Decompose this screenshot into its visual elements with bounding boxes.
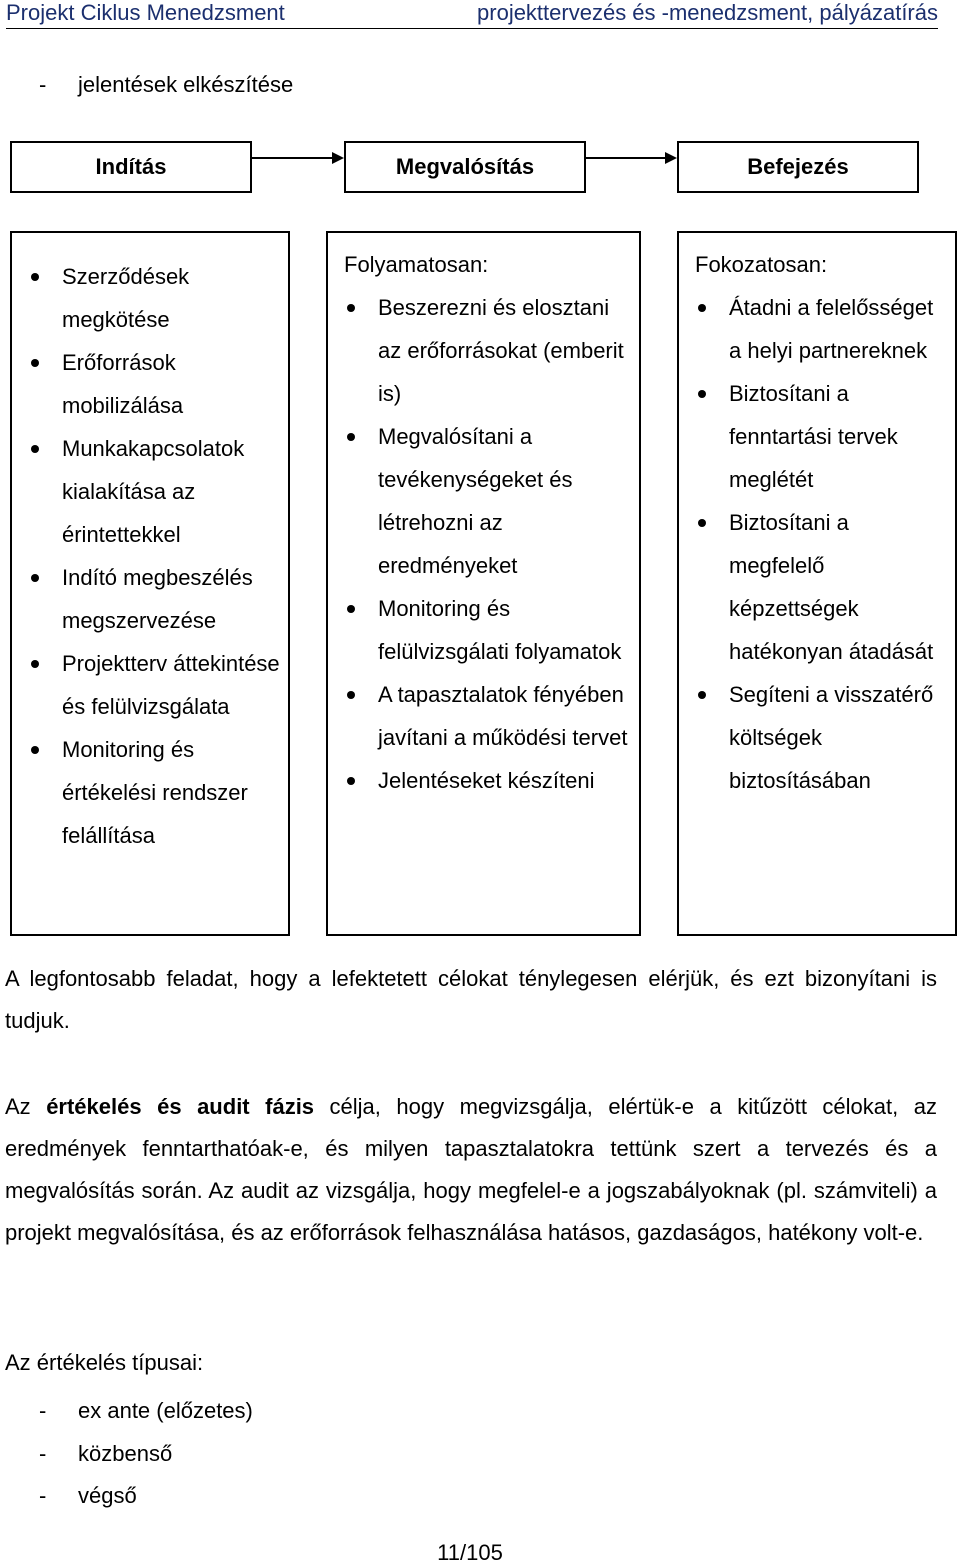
arrow-right-icon bbox=[252, 152, 344, 164]
list-item-text: Projektterv áttekintése és felülvizsgálata bbox=[62, 651, 280, 719]
list-item-text: Indító megbeszélés megszervezése bbox=[62, 565, 253, 633]
phase-arrows bbox=[252, 150, 682, 170]
arrow-right-icon bbox=[586, 152, 677, 164]
list-item bbox=[691, 286, 947, 372]
list-item bbox=[24, 427, 280, 556]
activity-list bbox=[24, 255, 280, 857]
intro-item-text: jelentések elkészítése bbox=[78, 72, 294, 97]
bullet-dot-icon bbox=[698, 519, 706, 527]
list-item bbox=[340, 673, 631, 759]
phase-label: Indítás bbox=[95, 154, 167, 179]
list-item-text: Monitoring és értékelési rendszer felállítása bbox=[62, 737, 248, 848]
bullet-dot-icon bbox=[31, 359, 39, 367]
bullet-dot-icon bbox=[31, 574, 39, 582]
list-item bbox=[24, 556, 280, 642]
paragraph-text: célja, hogy megvizsgálja, elértük-e a kitűzött célokat, az eredmények fenntarthatóak-e, és milyen tapasztalatokra tettünk szert a tervezés és a megvalósítás során. Az audit az vizsgálja, hogy megfelel-e a jogszabályoknak (pl. számviteli) a projekt megvalósítása, és az erőforrások felhasználása hatásos, gazdaságos, hatékony volt-e. bbox=[5, 1094, 937, 1245]
column-start-activities bbox=[10, 231, 290, 936]
list-item-text: Jelentéseket készíteni bbox=[378, 768, 595, 793]
dash-marker: - bbox=[39, 1483, 47, 1508]
bullet-dot-icon bbox=[31, 445, 39, 453]
bullet-dot-icon bbox=[31, 746, 39, 754]
bullet-dot-icon bbox=[347, 777, 355, 785]
bullet-dot-icon bbox=[347, 433, 355, 441]
list-item-text: végső bbox=[78, 1483, 137, 1508]
paragraph-text: Az bbox=[5, 1094, 47, 1119]
bullet-dot-icon bbox=[31, 660, 39, 668]
phase-box-start bbox=[10, 141, 252, 193]
evaluation-types-title: Az értékelés típusai: bbox=[5, 1350, 204, 1375]
list-item bbox=[340, 415, 631, 587]
column-closure-activities bbox=[677, 231, 957, 936]
list-item-text: Biztosítani a megfelelő képzettségek hatékonyan átadását bbox=[729, 510, 934, 664]
paragraph-emphasis: értékelés és audit fázis bbox=[46, 1094, 315, 1119]
header-title-right: projekttervezés és -menedzsment, pályázatírás bbox=[477, 0, 938, 25]
phase-label: Befejezés bbox=[747, 154, 849, 179]
list-item bbox=[24, 642, 280, 728]
list-item bbox=[340, 286, 631, 415]
list-item bbox=[691, 501, 947, 673]
paragraph-main-task: A legfontosabb feladat, hogy a lefektetett célokat ténylegesen elérjük, és ezt bizonyítani is tudjuk. bbox=[5, 966, 937, 1033]
bullet-dot-icon bbox=[347, 304, 355, 312]
list-item bbox=[24, 341, 280, 427]
list-item-text: Munkakapcsolatok kialakítása az érintettekkel bbox=[62, 436, 245, 547]
dash-marker: - bbox=[39, 1440, 47, 1466]
bullet-dot-icon bbox=[698, 390, 706, 398]
list-item-text: közbenső bbox=[78, 1440, 173, 1466]
evaluation-types-list bbox=[5, 1390, 253, 1518]
activity-list bbox=[691, 286, 947, 802]
page-number: 11/105 bbox=[437, 1540, 503, 1565]
bullet-dot-icon bbox=[347, 691, 355, 699]
activity-list bbox=[340, 286, 631, 802]
list-item-text: Beszerezni és elosztani az erőforrásokat (emberit is) bbox=[378, 295, 624, 406]
header-title-left: Projekt Ciklus Menedzsment bbox=[6, 0, 285, 25]
list-item-text: Monitoring és felülvizsgálati folyamatok bbox=[378, 596, 622, 664]
bullet-dot-icon bbox=[347, 605, 355, 613]
list-item bbox=[5, 1475, 253, 1518]
column-intro: Fokozatosan: bbox=[695, 252, 828, 277]
dash-marker: - bbox=[39, 1398, 47, 1423]
list-item-text: ex ante (előzetes) bbox=[78, 1398, 253, 1423]
list-item-text: Erőforrások mobilizálása bbox=[62, 350, 184, 418]
list-item bbox=[5, 1433, 253, 1476]
list-item-text: Megvalósítani a tevékenységeket és létrehozni az eredményeket bbox=[378, 424, 573, 578]
list-item bbox=[24, 728, 280, 857]
dash-marker: - bbox=[39, 72, 47, 97]
phase-box-closure bbox=[677, 141, 919, 193]
list-item bbox=[340, 759, 631, 802]
list-item-text: Szerződések megkötése bbox=[62, 264, 190, 332]
phase-label: Megvalósítás bbox=[395, 154, 535, 179]
intro-list-item bbox=[5, 70, 293, 100]
bullet-dot-icon bbox=[31, 273, 39, 281]
list-item bbox=[691, 372, 947, 501]
list-item bbox=[340, 587, 631, 673]
bullet-dot-icon bbox=[698, 691, 706, 699]
column-implementation-activities bbox=[326, 231, 641, 936]
list-item-text: Biztosítani a fenntartási tervek meglétét bbox=[729, 381, 898, 492]
column-intro: Folyamatosan: bbox=[344, 252, 489, 277]
list-item bbox=[691, 673, 947, 802]
bullet-dot-icon bbox=[698, 304, 706, 312]
list-item-text: Segíteni a visszatérő költségek biztosításában bbox=[729, 682, 934, 793]
header-divider bbox=[6, 28, 938, 29]
list-item bbox=[5, 1390, 253, 1433]
list-item bbox=[24, 255, 280, 341]
list-item-text: Átadni a felelősséget a helyi partnereknek bbox=[729, 295, 934, 363]
list-item-text: A tapasztalatok fényében javítani a működési tervet bbox=[378, 682, 628, 750]
paragraph-evaluation-audit bbox=[5, 1086, 937, 1254]
